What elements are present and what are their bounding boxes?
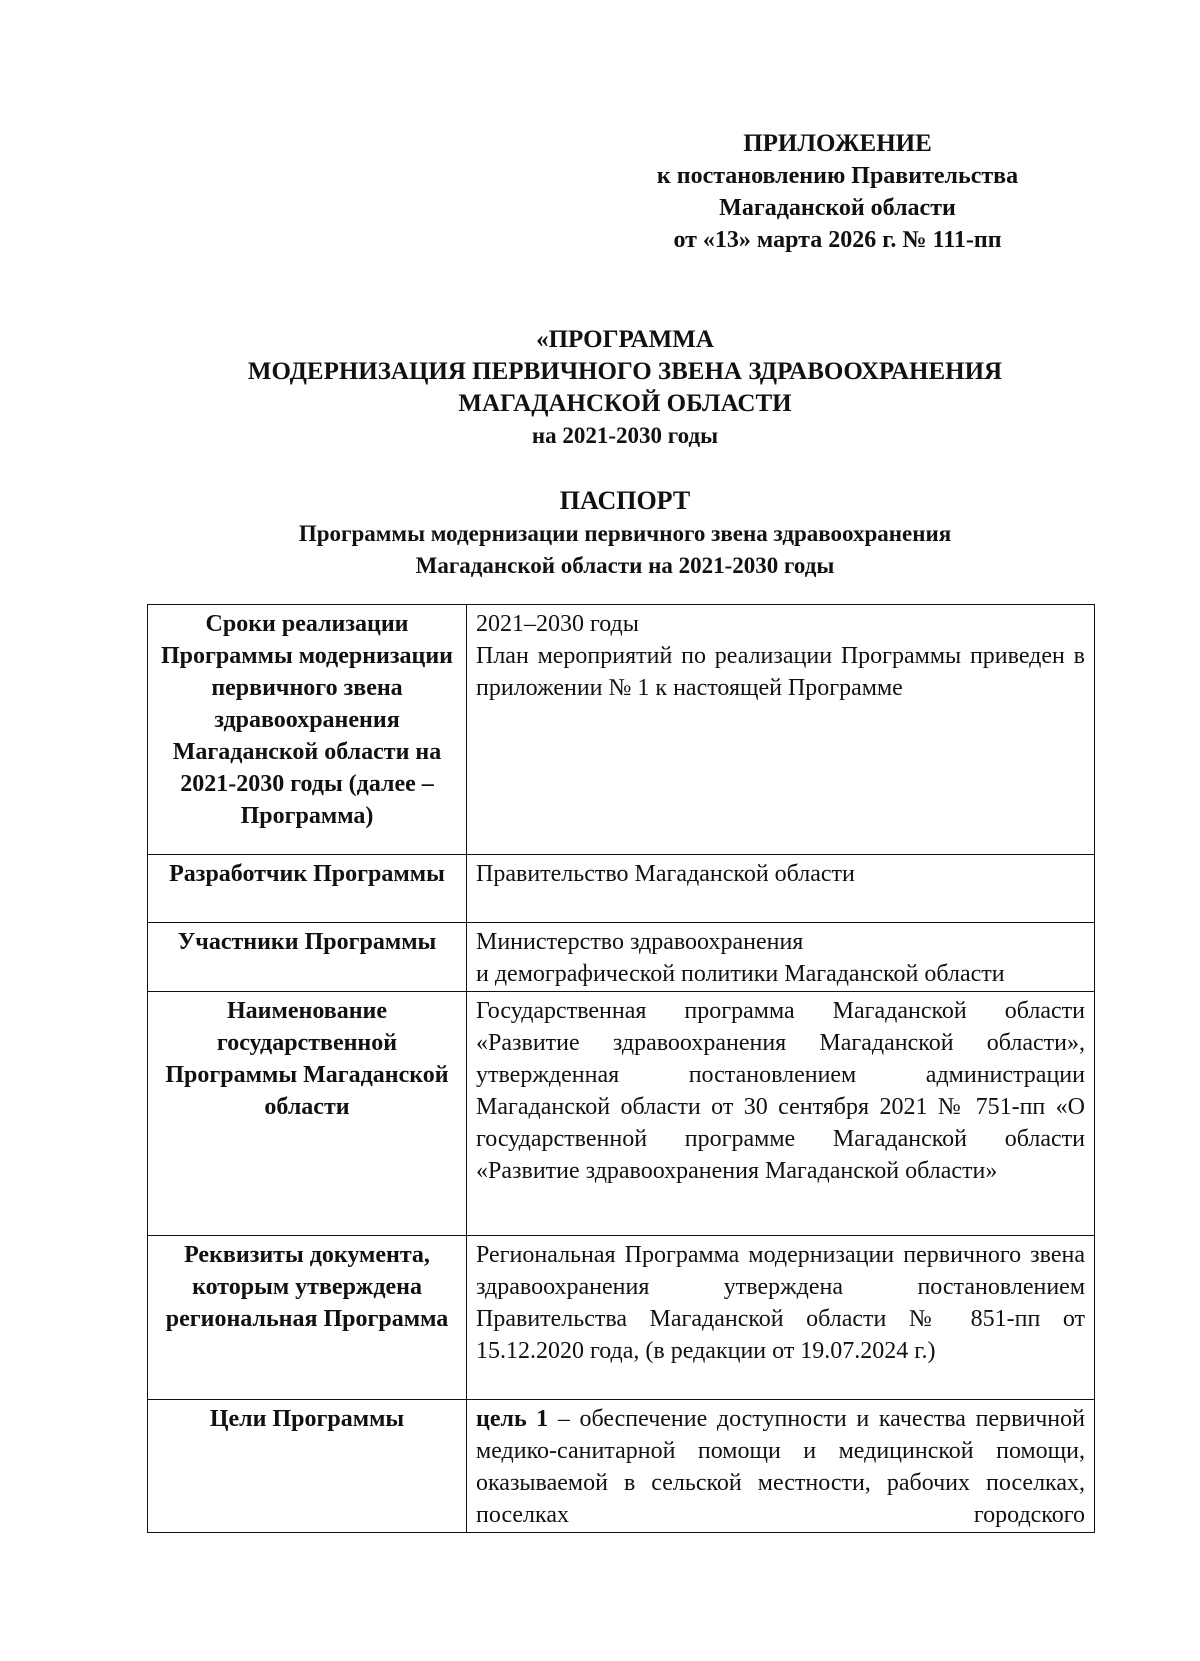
row-label: Реквизиты документа, которым утверждена региональная Программа xyxy=(148,1236,467,1400)
table-row xyxy=(148,1236,1095,1400)
row-content-years: 2021–2030 годы xyxy=(476,611,639,637)
passport-subtitle-2: Магаданской области на 2021-2030 годы xyxy=(415,553,835,578)
row-content-line-1: Министерство здравоохранения xyxy=(476,929,804,955)
appendix-line-2: Магаданской области xyxy=(719,195,956,221)
table-row xyxy=(148,1400,1095,1533)
program-title xyxy=(0,324,1200,452)
appendix-line-1: к постановлению Правительства xyxy=(656,163,1019,189)
program-title-line-4: на 2021-2030 годы xyxy=(531,423,719,448)
passport-title: ПАСПОРТ xyxy=(559,486,691,515)
row-content xyxy=(467,1400,1095,1533)
passport-table xyxy=(147,604,1095,1533)
row-content-text: Правительство Магаданской области xyxy=(476,861,855,887)
program-title-line-3: МАГАДАНСКОЙ ОБЛАСТИ xyxy=(458,390,792,417)
appendix-line-3: от «13» марта 2026 г. № 111-пп xyxy=(673,227,1002,253)
appendix-header xyxy=(610,128,1065,256)
row-content-text: Региональная Программа модернизации первичного звена здравоохранения утверждена постановлением Правительства Магаданской области № 851-пп от 15.12.2020 года, (в редакции от 19.07.2024 г.) xyxy=(476,1242,1085,1364)
row-content xyxy=(467,923,1095,992)
table-row xyxy=(148,605,1095,855)
table-row xyxy=(148,923,1095,992)
row-content xyxy=(467,992,1095,1236)
row-label: Цели Программы xyxy=(148,1400,467,1533)
table-row xyxy=(148,992,1095,1236)
program-title-line-1: «ПРОГРАММА xyxy=(536,326,714,353)
program-title-line-2: МОДЕРНИЗАЦИЯ ПЕРВИЧНОГО ЗВЕНА ЗДРАВООХРАНЕНИЯ xyxy=(247,358,1003,385)
row-label: Участники Программы xyxy=(148,923,467,992)
row-content-goal xyxy=(476,1403,1085,1531)
row-content xyxy=(467,605,1095,855)
table-row xyxy=(148,855,1095,923)
row-label: Разработчик Программы xyxy=(148,855,467,923)
goal-label: цель 1 xyxy=(476,1406,549,1432)
row-content xyxy=(467,855,1095,923)
row-content-text: Государственная программа Магаданской области «Развитие здравоохранения Магаданской области», утвержденная постановлением администрации Магаданской области от 30 сентября 2021 № 751-пп «О государственной программе Магаданской области «Развитие здравоохранения Магаданской области» xyxy=(476,998,1085,1184)
passport-heading xyxy=(0,484,1200,582)
row-content-plan: План мероприятий по реализации Программы приведен в приложении № 1 к настоящей Программе xyxy=(476,643,1085,701)
row-label: Сроки реализации Программы модернизации первичного звена здравоохранения Магаданской области на 2021-2030 годы (далее – Программа) xyxy=(148,605,467,855)
appendix-title: ПРИЛОЖЕНИЕ xyxy=(743,130,932,157)
row-label: Наименование государственной Программы Магаданской области xyxy=(148,992,467,1236)
goal-text: – обеспечение доступности и качества первичной медико-санитарной помощи и медицинской помощи, оказываемой в сельской местности, рабочих поселках, поселках городского xyxy=(476,1406,1085,1528)
row-content xyxy=(467,1236,1095,1400)
passport-subtitle-1: Программы модернизации первичного звена здравоохранения xyxy=(298,521,952,546)
row-content-line-2: и демографической политики Магаданской области xyxy=(476,961,1005,987)
